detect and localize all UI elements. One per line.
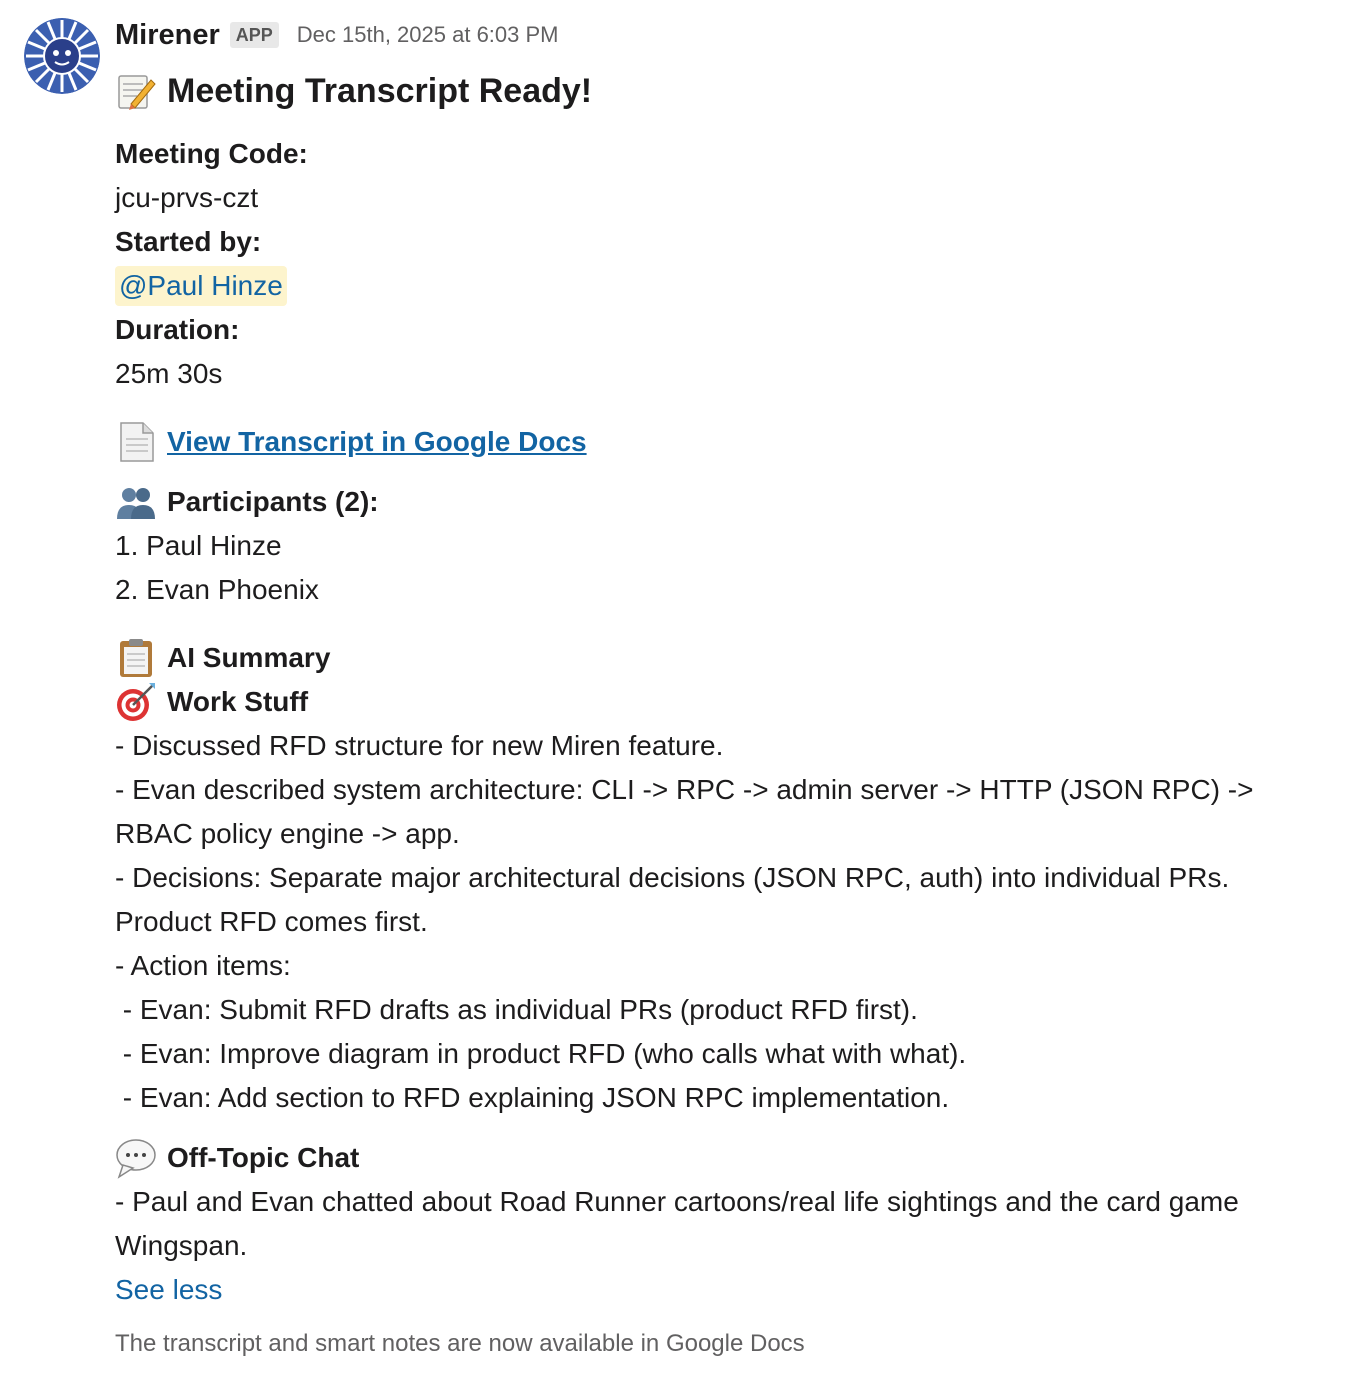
action-item: - Evan: Add section to RFD explaining JSON RPC implementation. (115, 1082, 950, 1113)
work-heading: Work Stuff (167, 686, 309, 717)
action-item: - Evan: Submit RFD drafts as individual PRs (product RFD first). (115, 994, 918, 1025)
sender-name[interactable]: Mirener (115, 18, 220, 51)
message-body (115, 14, 1315, 1364)
offtopic-heading: Off-Topic Chat (167, 1142, 360, 1173)
message-footer: The transcript and smart notes are now available in Google Docs (115, 1330, 805, 1357)
message-header (115, 14, 1315, 56)
app-badge: APP (230, 22, 279, 48)
summary-item: - Discussed RFD structure for new Miren feature. (115, 730, 724, 761)
summary-item: - Decisions: Separate major architectural decisions (JSON RPC, auth) into individual PRs. Product RFD comes first. (115, 862, 1230, 937)
participants-heading-row (115, 480, 1315, 524)
participants-heading: Participants (2): (167, 486, 379, 517)
message-timestamp[interactable]: Dec 15th, 2025 at 6:03 PM (296, 22, 559, 47)
mirener-avatar-icon[interactable] (24, 18, 100, 94)
user-mention[interactable]: @Paul Hinze (115, 266, 287, 306)
offtopic-heading-row (115, 1136, 1315, 1180)
summary-item: - Action items: (115, 950, 291, 981)
started-by-label: Started by: (115, 226, 262, 257)
meeting-code-label: Meeting Code: (115, 138, 308, 169)
action-item: - Evan: Improve diagram in product RFD (who calls what with what). (115, 1038, 967, 1069)
clipboard-icon (115, 637, 157, 679)
title-text: Meeting Transcript Ready! (167, 71, 593, 110)
summary-item: - Evan described system architecture: CLI -> RPC -> admin server -> HTTP (JSON RPC) -> RBAC policy engine -> app. (115, 774, 1254, 849)
document-icon (115, 421, 157, 463)
transcript-link-row (115, 420, 1315, 464)
duration-value: 25m 30s (115, 358, 223, 389)
duration-label: Duration: (115, 314, 240, 345)
meeting-code-value: jcu-prvs-czt (115, 182, 259, 213)
offtopic-item: - Paul and Evan chatted about Road Runner cartoons/real life sightings and the card game Wingspan. (115, 1186, 1239, 1261)
people-icon (115, 481, 157, 523)
summary-heading-row (115, 636, 1315, 680)
memo-icon (115, 70, 157, 112)
target-icon (115, 681, 157, 723)
view-transcript-link[interactable]: View Transcript in Google Docs (167, 426, 587, 457)
message-title (115, 66, 1315, 116)
participant-item: 2. Evan Phoenix (115, 574, 319, 605)
speech-bubble-icon (115, 1137, 157, 1179)
work-heading-row (115, 680, 1315, 724)
participant-item: 1. Paul Hinze (115, 530, 282, 561)
see-less-link[interactable]: See less (115, 1274, 223, 1305)
summary-heading: AI Summary (167, 642, 331, 673)
